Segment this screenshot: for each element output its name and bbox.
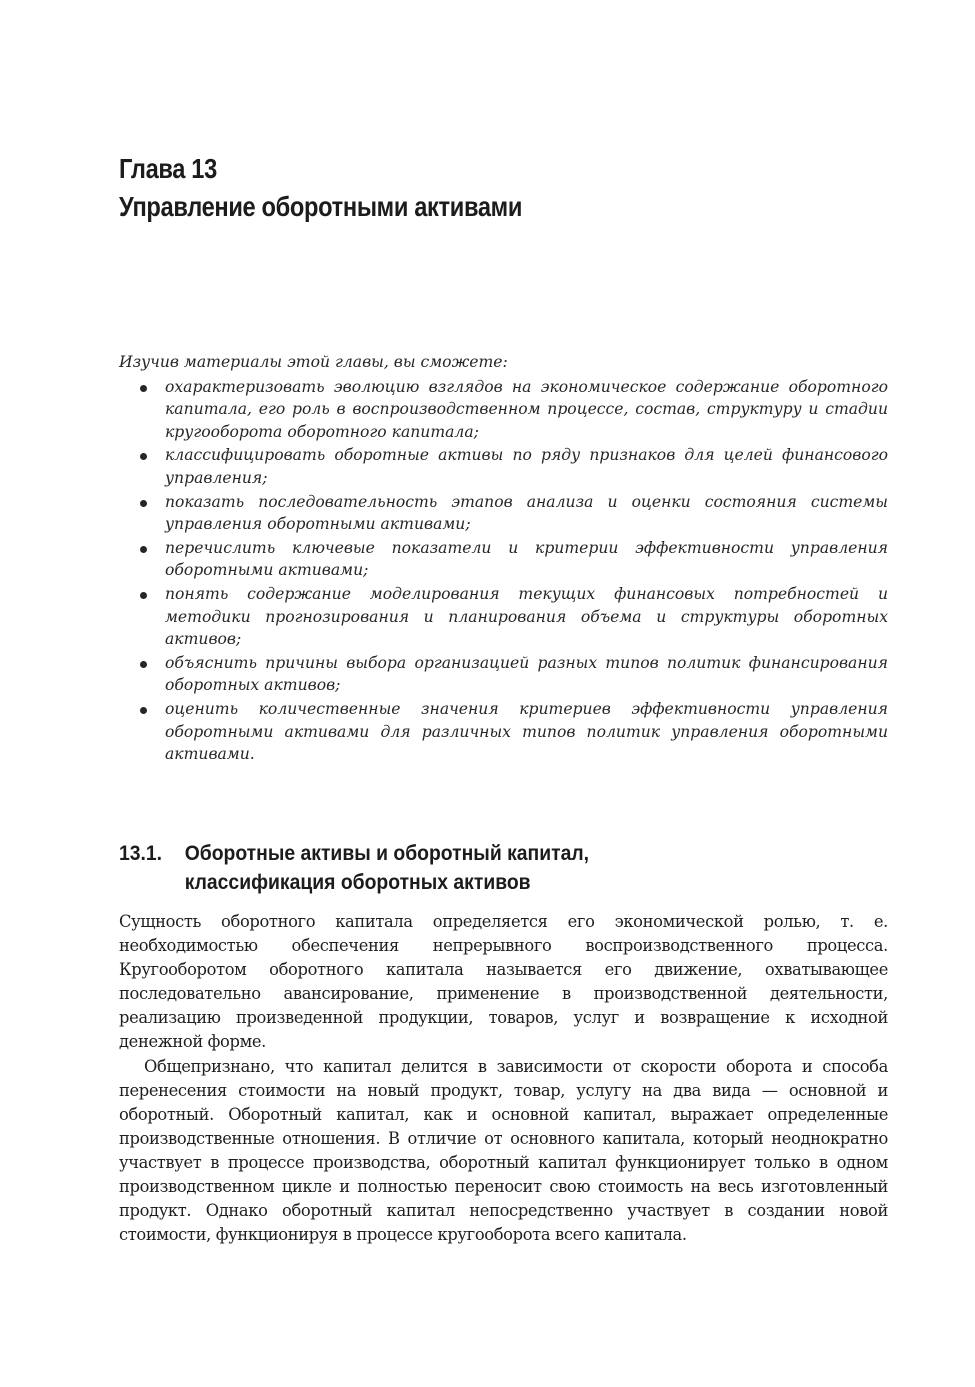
objective-text: понять содержание моделирования текущих финансовых потребностей и методики прогнозирования и планирования объема и структуры оборотных активов; [165, 584, 888, 649]
objective-item [119, 376, 888, 444]
bullet-icon [140, 546, 147, 553]
objective-text: объяснить причины выбора организацией разных типов политик финансирования оборотных активов; [165, 653, 888, 695]
bullet-icon [140, 707, 147, 714]
objective-item [119, 698, 888, 766]
bullet-icon [140, 453, 147, 460]
objective-text: оценить количественные значения критериев эффективности управления оборотными активами для различных типов политик управления оборотными активами. [165, 699, 888, 764]
paragraph: Общепризнано, что капитал делится в зависимости от скорости оборота и способа перенесения стоимости на новый продукт, товар, услугу на два вида — основной и оборотный. Оборотный капитал, как и основной капитал, выражает определенные производственные отношения. В отличие от основного капитала, который неоднократно участвует в процессе производства, оборотный капитал функционирует только в одном производственном цикле и полностью переносит свою стоимость на весь изготовленный продукт. Однако оборотный капитал непосредственно участвует в создании новой стоимости, функционируя в процессе кругооборота всего капитала. [119, 1056, 888, 1245]
body-text [119, 910, 888, 1247]
objective-item [119, 444, 888, 489]
objective-text: классифицировать оборотные активы по ряду признаков для целей финансового управления; [165, 446, 888, 487]
bullet-icon [140, 592, 147, 599]
section-number: 13.1. [119, 841, 163, 865]
section-heading [119, 839, 811, 897]
section-title-line-2: классификация оборотных активов [184, 870, 531, 894]
learning-objectives [119, 351, 888, 767]
bullet-icon [140, 661, 147, 668]
objectives-list [119, 376, 888, 766]
objective-text: перечислить ключевые показатели и критерии эффективности управления оборотными активами; [165, 538, 888, 580]
book-page [119, 0, 888, 1387]
objectives-intro: Изучив материалы этой главы, вы сможете: [119, 353, 508, 371]
section-title-line-1: Оборотные активы и оборотный капитал, [184, 841, 590, 865]
chapter-title: Управление оборотными активами [119, 191, 523, 222]
objective-item [119, 652, 888, 697]
chapter-label: Глава 13 [119, 153, 217, 184]
objective-item [119, 491, 888, 536]
objective-item [119, 537, 888, 582]
chapter-heading [119, 150, 780, 226]
objective-item [119, 583, 888, 651]
objective-text: показать последовательность этапов анализа и оценки состояния системы управления оборотными активами; [165, 492, 888, 534]
paragraph: Сущность оборотного капитала определяется его экономической ролью, т. е. необходимостью обеспечения непрерывного воспроизводственного процесса. Кругооборотом оборотного капитала называется его движение, охватывающее последовательно авансирование, применение в производственной деятельности, реализацию произведенной продукции, товаров, услуг и возвращение к исходной денежной форме. [119, 912, 888, 1052]
objective-text: охарактеризовать эволюцию взглядов на экономическое содержание оборотного капитала, его роль в воспроизводственном процессе, состав, структуру и стадии кругооборота оборотного капитала; [165, 377, 888, 441]
bullet-icon [140, 500, 147, 507]
bullet-icon [140, 385, 147, 392]
